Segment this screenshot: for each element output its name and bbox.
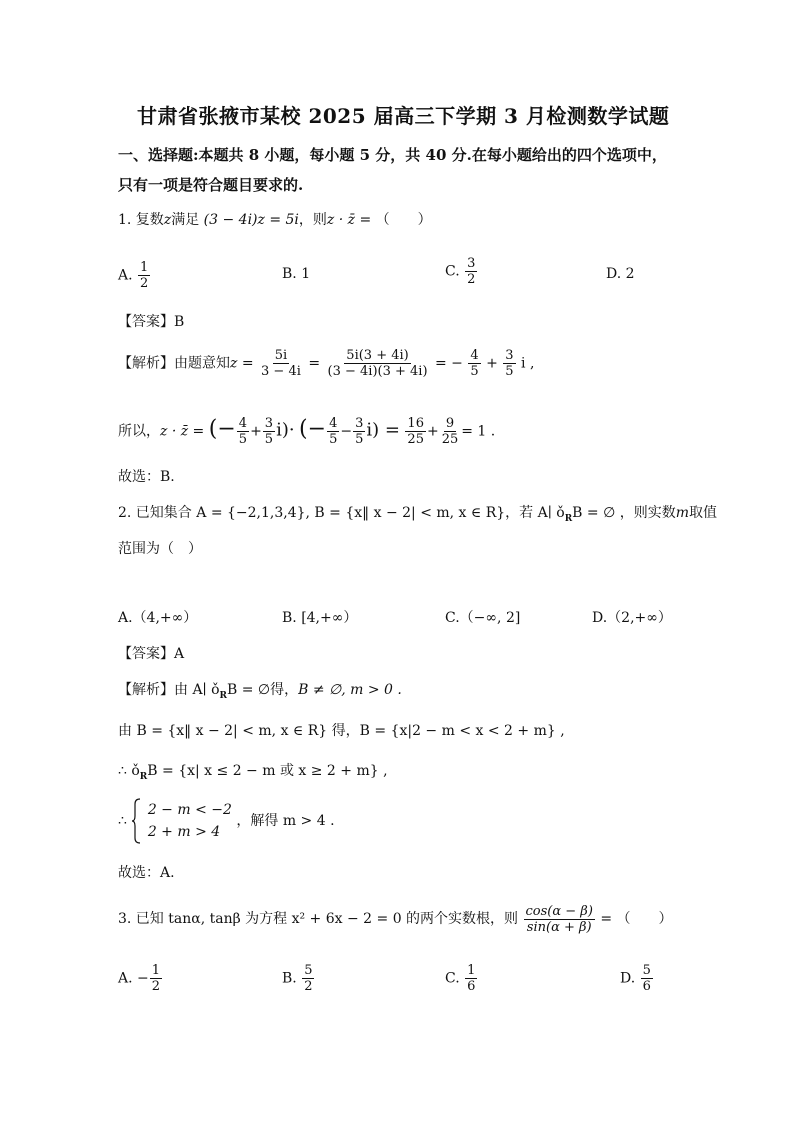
q3-option-d-label: D.	[620, 970, 636, 987]
q3-option-a-label: A.	[118, 970, 133, 987]
q2-sol1-sub: R	[219, 690, 227, 701]
q2-system-line2: 2 + m > 4	[147, 824, 221, 840]
q2-option-c: C.（−∞, 2]	[445, 610, 521, 626]
left-brace-icon	[131, 798, 141, 844]
q2-solution-line3	[118, 762, 388, 786]
q1-option-a	[118, 260, 151, 291]
q1-paren2-open: (−	[299, 416, 327, 442]
q2-answer: 【答案】A	[118, 646, 185, 662]
q3-option-b-fraction: $\frac{5}{2}$	[304, 963, 313, 994]
q1-option-d-label: D.	[606, 266, 622, 282]
q2-stem-b: B = ∅ ，则实数	[572, 505, 676, 521]
q1-result-frac1: $\frac{16}{25}$	[407, 416, 424, 447]
q1-stem-a: 1. 复数	[118, 212, 164, 228]
q3-option-d	[620, 963, 654, 994]
q1-solution-label: 【解析】	[118, 355, 174, 372]
q1-frac-4-post: i ,	[521, 355, 535, 372]
q1-frac-4: $\frac{3}{5}$	[505, 348, 514, 379]
q3-option-b-label: B.	[282, 970, 297, 987]
q3-option-a-sign: −	[137, 970, 149, 987]
q3-option-c-label: C.	[445, 970, 460, 987]
q1-solution-line1: 【解析】由题意知z = $\frac{5i}{3 - 4i}$ = $\frac{5i(3 + 4i)}{(3 - 4i)(3 + 4i)}$ = − $\frac{4}{5}$ + $\frac{3}{5}$ i ,	[118, 348, 535, 379]
q1-p1-frac2: $\frac{3}{5}$	[264, 416, 274, 447]
q1-paren1-open: (−	[208, 416, 236, 442]
q2-system-result: ，解得 m > 4 .	[236, 813, 335, 829]
q1-result-end: = 1 .	[461, 423, 496, 440]
q1-option-a-fraction: $\frac{1}{2}$	[140, 260, 149, 291]
q1-result-frac2: $\frac{9}{25}$	[441, 416, 459, 447]
q2-stem-line1	[118, 504, 717, 528]
q2-sol1-b: B = ∅得，	[227, 682, 299, 698]
q3-stem-b: = （ ）	[600, 911, 673, 927]
q1-frac-1: $\frac{5i}{3 - 4i}$	[261, 348, 301, 379]
q1-pick: 故选：B.	[118, 469, 175, 485]
q1-option-d-value: 2	[625, 266, 635, 282]
q1-option-b-value: 1	[301, 266, 311, 282]
q1-paren2-close: i) =	[366, 419, 400, 441]
q1-equation: (3 − 4i)z = 5i	[203, 212, 299, 228]
q2-system-line1: 2 − m < −2	[147, 802, 232, 818]
q2-sol1-a: 由 A∣ ǒ	[174, 682, 220, 698]
q1-expression: z · z̄ =	[326, 212, 372, 228]
q1-answer: 【答案】B	[118, 314, 185, 330]
q2-therefore: ∴	[118, 813, 127, 829]
page-title: 甘肃省张掖市某校 2025 届高三下学期 3 月检测数学试题	[137, 104, 670, 128]
q1-paren1-close: i)·	[276, 419, 295, 441]
q1-stem	[118, 211, 432, 229]
q3-option-a	[118, 963, 163, 994]
q2-sol3-a: ∴ ǒ	[118, 763, 140, 779]
q2-sol3-sub: R	[139, 771, 148, 782]
q2-solution-system	[118, 798, 335, 844]
section-header-line2: 只有一项是符合题目要求的.	[118, 176, 304, 194]
q1-option-b	[282, 266, 310, 282]
q3-option-b	[282, 963, 315, 994]
q1-option-c	[445, 256, 478, 287]
q1-stem-b: 满足	[171, 212, 200, 228]
q2-option-b: B. [4,+∞）	[282, 610, 358, 626]
q2-stem-a: 2. 已知集合 A = {−2,1,3,4}, B = {x‖ x − 2| < m, x ∈ R}，若 A∣ ǒ	[118, 505, 565, 521]
q1-result-plus: +	[426, 423, 439, 440]
q2-option-a: A.（4,+∞）	[118, 610, 198, 626]
q1-p2-frac1: $\frac{4}{5}$	[329, 416, 338, 447]
q3-stem-a: 3. 已知 tanα, tanβ 为方程 x² + 6x − 2 = 0 的两个实数根，则	[118, 911, 519, 927]
q2-pick: 故选：A.	[118, 865, 175, 881]
q1-so-label: 所以，	[118, 423, 160, 440]
q3-option-c-fraction: $\frac{1}{6}$	[467, 963, 476, 994]
q1-frac-3-sign: = −	[434, 355, 463, 372]
q2-system-lines	[148, 799, 232, 843]
q1-stem-c: ，则	[298, 212, 327, 228]
q1-p1-frac1: $\frac{4}{5}$	[238, 416, 248, 447]
q2-var-m: m	[675, 505, 690, 521]
q3-fraction: $\frac{\cos(\alpha - \beta)}{\sin(\alpha + \beta)}$	[525, 903, 593, 935]
q2-stem-c: 取值	[689, 505, 718, 521]
q1-var-z: z	[163, 212, 172, 228]
q1-stem-d: （ ）	[375, 212, 432, 228]
q2-solution-line1	[118, 681, 402, 705]
q3-option-a-fraction: $\frac{1}{2}$	[151, 963, 161, 994]
q2-sub-r: R	[564, 513, 573, 524]
q1-p2-mid: −	[340, 423, 353, 440]
q1-frac-3: $\frac{4}{5}$	[470, 348, 479, 379]
q2-solution-line2: 由 B = {x‖ x − 2| < m, x ∈ R} 得，B = {x|2 − m < x < 2 + m} ,	[118, 723, 565, 739]
q1-option-d	[606, 266, 635, 282]
q3-option-c	[445, 963, 478, 994]
q2-option-d: D.（2,+∞）	[592, 610, 672, 626]
section-header-line1: 一、选择题:本题共 8 小题，每小题 5 分，共 40 分.在每小题给出的四个选项中，	[118, 146, 667, 164]
q1-p2-frac2: $\frac{3}{5}$	[355, 416, 364, 447]
q1-option-c-label: C.	[445, 263, 460, 280]
q1-solution-z: z =	[230, 355, 254, 372]
q2-sol1-c: B ≠ ∅, m > 0 .	[298, 682, 402, 698]
q3-stem	[118, 899, 673, 939]
q1-frac-4-sign: +	[486, 355, 498, 372]
q1-solution-text: 由题意知	[174, 355, 230, 372]
q1-solution-line2	[118, 416, 495, 447]
q1-option-a-label: A.	[118, 267, 133, 284]
q1-so-expr: z · z̄ =	[160, 423, 205, 440]
q1-frac-2: $\frac{5i(3 + 4i)}{(3 - 4i)(3 + 4i)}$	[327, 348, 428, 379]
q2-solution-label: 【解析】	[118, 682, 174, 698]
q1-option-b-label: B.	[282, 266, 297, 282]
q2-sol3-b: B = {x| x ≤ 2 − m 或 x ≥ 2 + m} ,	[147, 763, 388, 779]
q1-p1-mid: +	[250, 423, 262, 440]
q1-option-c-fraction: $\frac{3}{2}$	[467, 256, 476, 287]
q3-option-d-fraction: $\frac{5}{6}$	[642, 963, 651, 994]
q2-stem-line2: 范围为（ ）	[118, 541, 202, 557]
